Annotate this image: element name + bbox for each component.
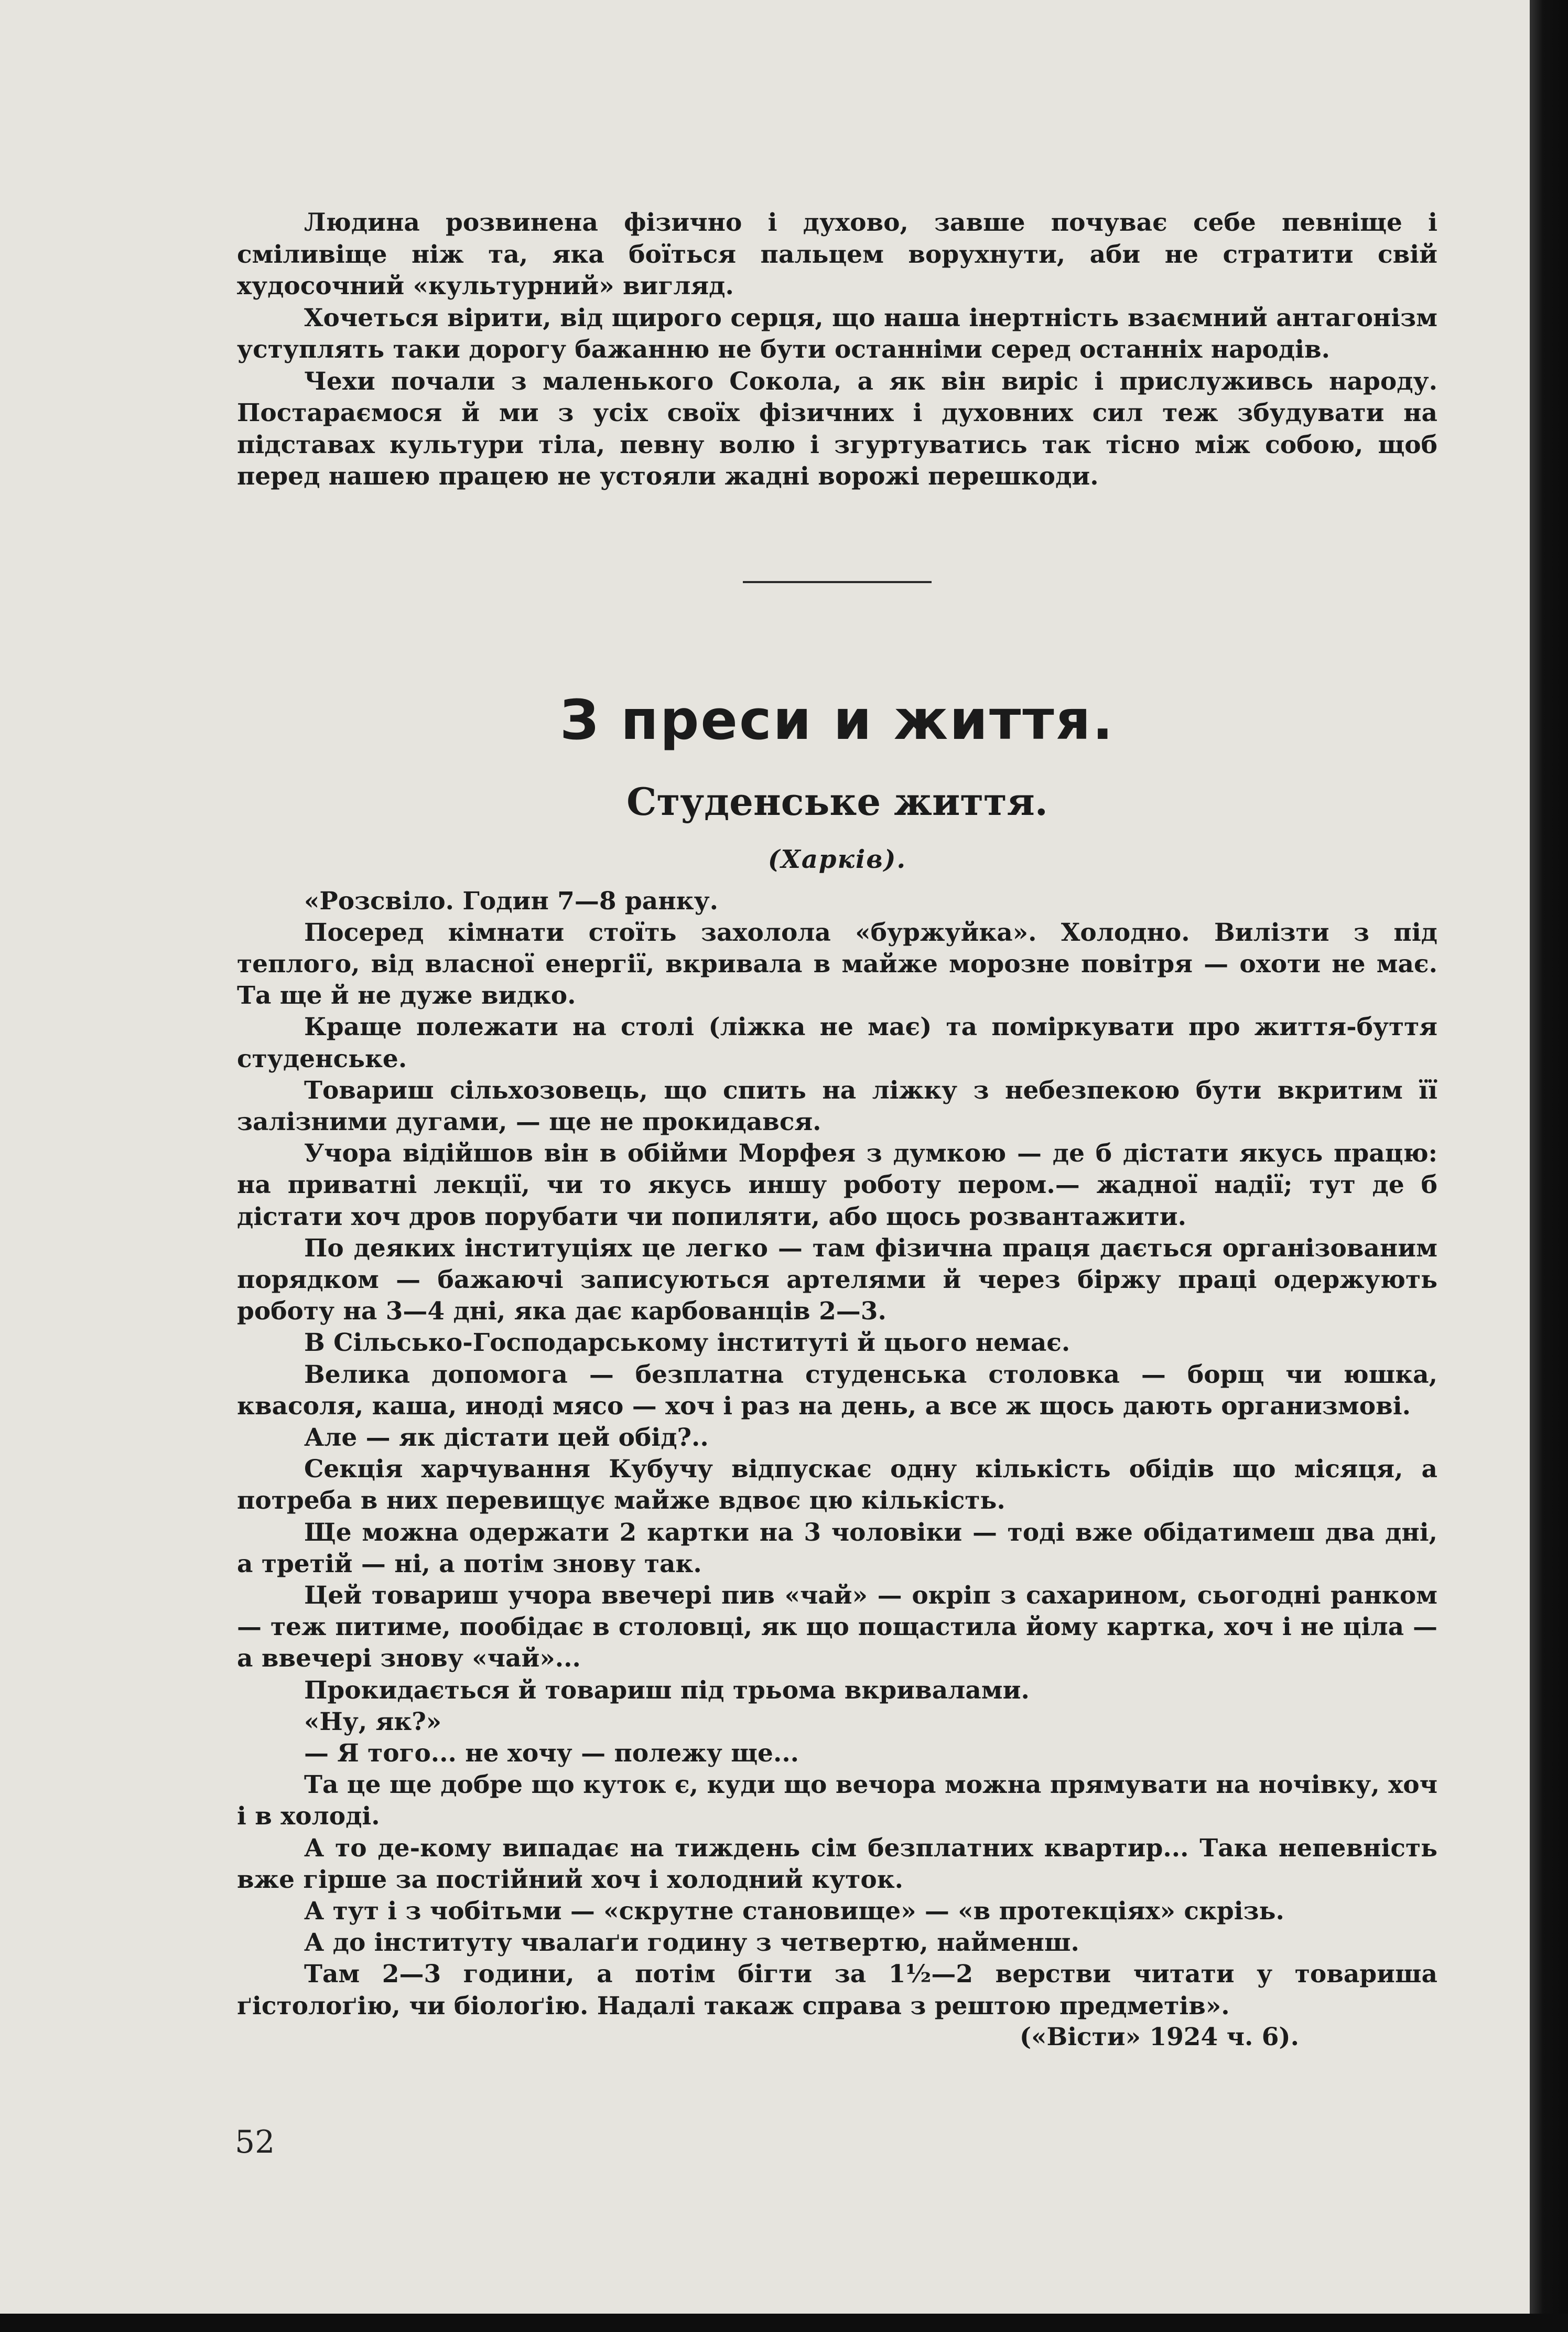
section-heading: З преси и життя. bbox=[560, 687, 1115, 752]
page-number: 52 bbox=[235, 2124, 275, 2161]
scan-border bbox=[0, 2314, 1568, 2332]
page-content bbox=[237, 207, 1437, 2052]
intro-paragraph-3: Чехи почали з маленького Сокола, а як він виріс і прислуживсь народу. Постараємося й ми з усіх своїх фізичних і духовних сил теж збудувати на підставах культури тіла, певну волю і згуртуватись так тісно між собою, щоб перед нашею працею не устояли жадні ворожі перешкоди. bbox=[237, 367, 1437, 491]
article-paragraph: Посеред кімнати стоїть захолола «буржуйка». Холодно. Вилізти з під теплого, від власної енергії, вкривала в майже морозне повітря — охоти не має. Та ще й не дуже видко. bbox=[237, 918, 1437, 1011]
article-paragraph: Велика допомога — безплатна студенська столовка — борщ чи юшка, квасоля, каша, иноді мясо — хоч і раз на день, а все ж щось дають организмові. bbox=[237, 1360, 1437, 1421]
article-paragraph: Ще можна одержати 2 картки на 3 чоловіки — тоді вже обідатимеш два дні, а третій — ні, а потім знову так. bbox=[237, 1518, 1437, 1578]
article-paragraph: Цей товариш учора ввечері пив «чай» — окріп з сахарином, сьогодні ранком — теж питиме, пообідає в столовці, як що пощастила йому картка, хоч і не ціла — а ввечері знову «чай»... bbox=[237, 1581, 1437, 1673]
article-paragraph: Учора відійшов він в обійми Морфея з думкою — де б дістати якусь працю: на приватні лекції, чи то якусь иншу роботу пером.— жадної надії; тут де б дістати хоч дров порубати чи попиляти, або щось розвантажити. bbox=[237, 1139, 1437, 1231]
article-paragraph: В Сільсько-Господарському інституті й цього немає. bbox=[304, 1328, 1070, 1358]
book-edge bbox=[1530, 0, 1568, 2332]
article-paragraph: А то де-кому випадає на тиждень сім безплатних квартир... Така непевність вже гірше за постійний хоч і холодний куток. bbox=[237, 1833, 1437, 1894]
intro-paragraph-2: Хочеться вірити, від щирого серця, що наша інертність взаємний антагонізм уступлять таки дорогу бажанню не бути останніми серед останніх народів. bbox=[237, 303, 1437, 364]
article-paragraph: Краще полежати на столі (ліжка не має) та поміркувати про життя-буття студенське. bbox=[237, 1013, 1437, 1073]
article-paragraph: — Я того... не хочу — полежу ще... bbox=[304, 1738, 799, 1768]
article-source: («Вісти» 1924 ч. 6). bbox=[1019, 2022, 1299, 2051]
article-location: (Харків). bbox=[767, 844, 907, 874]
article-paragraph: Товариш сільхозовець, що спить на ліжку з небезпекою бути вкритим її залізними дугами, — ще не прокидався. bbox=[237, 1076, 1437, 1136]
article-paragraph: Там 2—3 години, а потім бігти за 1½—2 верстви читати у товариша ґістолоґію, чи біолоґію. Надалі такаж справа з рештою предметів». bbox=[237, 1960, 1437, 2021]
section-divider bbox=[743, 581, 932, 583]
intro-paragraph-1: Людина розвинена фізично і духово, завше почуває себе певніще і сміливіще ніж та, яка боїться пальцем ворухнути, аби не стратити свій худосочний «культурний» вигляд. bbox=[237, 208, 1437, 300]
article-title: Студенське життя. bbox=[626, 779, 1048, 824]
article-paragraph: «Розсвіло. Годин 7—8 ранку. bbox=[304, 886, 719, 916]
article-paragraph: А тут і з чобітьми — «скрутне становище» — «в протекціях» скрізь. bbox=[304, 1897, 1284, 1926]
article-paragraph: Та це ще добре що куток є, куди що вечора можна прямувати на ночівку, хоч і в холоді. bbox=[237, 1770, 1437, 1831]
article-paragraph: Секція харчування Кубучу відпускає одну кількість обідів що місяця, а потреба в них перевищує майже вдвоє цю кількість. bbox=[237, 1455, 1437, 1516]
article-paragraph: Прокидається й товариш під трьома вкривалами. bbox=[304, 1675, 1030, 1705]
article-paragraph: «Ну, як?» bbox=[304, 1707, 442, 1736]
article-body bbox=[237, 886, 1437, 2052]
article-paragraph: А до інституту чвалаґи годину з четвертю, найменш. bbox=[304, 1928, 1079, 1958]
article-paragraph: Але — як дістати цей обід?.. bbox=[304, 1423, 709, 1452]
article-paragraph: По деяких інституціях це легко — там фізична праця дається організованим порядком — бажаючі записуються артелями й через біржу праці одержують роботу на 3—4 дні, яка дає карбованців 2—3. bbox=[237, 1233, 1437, 1326]
